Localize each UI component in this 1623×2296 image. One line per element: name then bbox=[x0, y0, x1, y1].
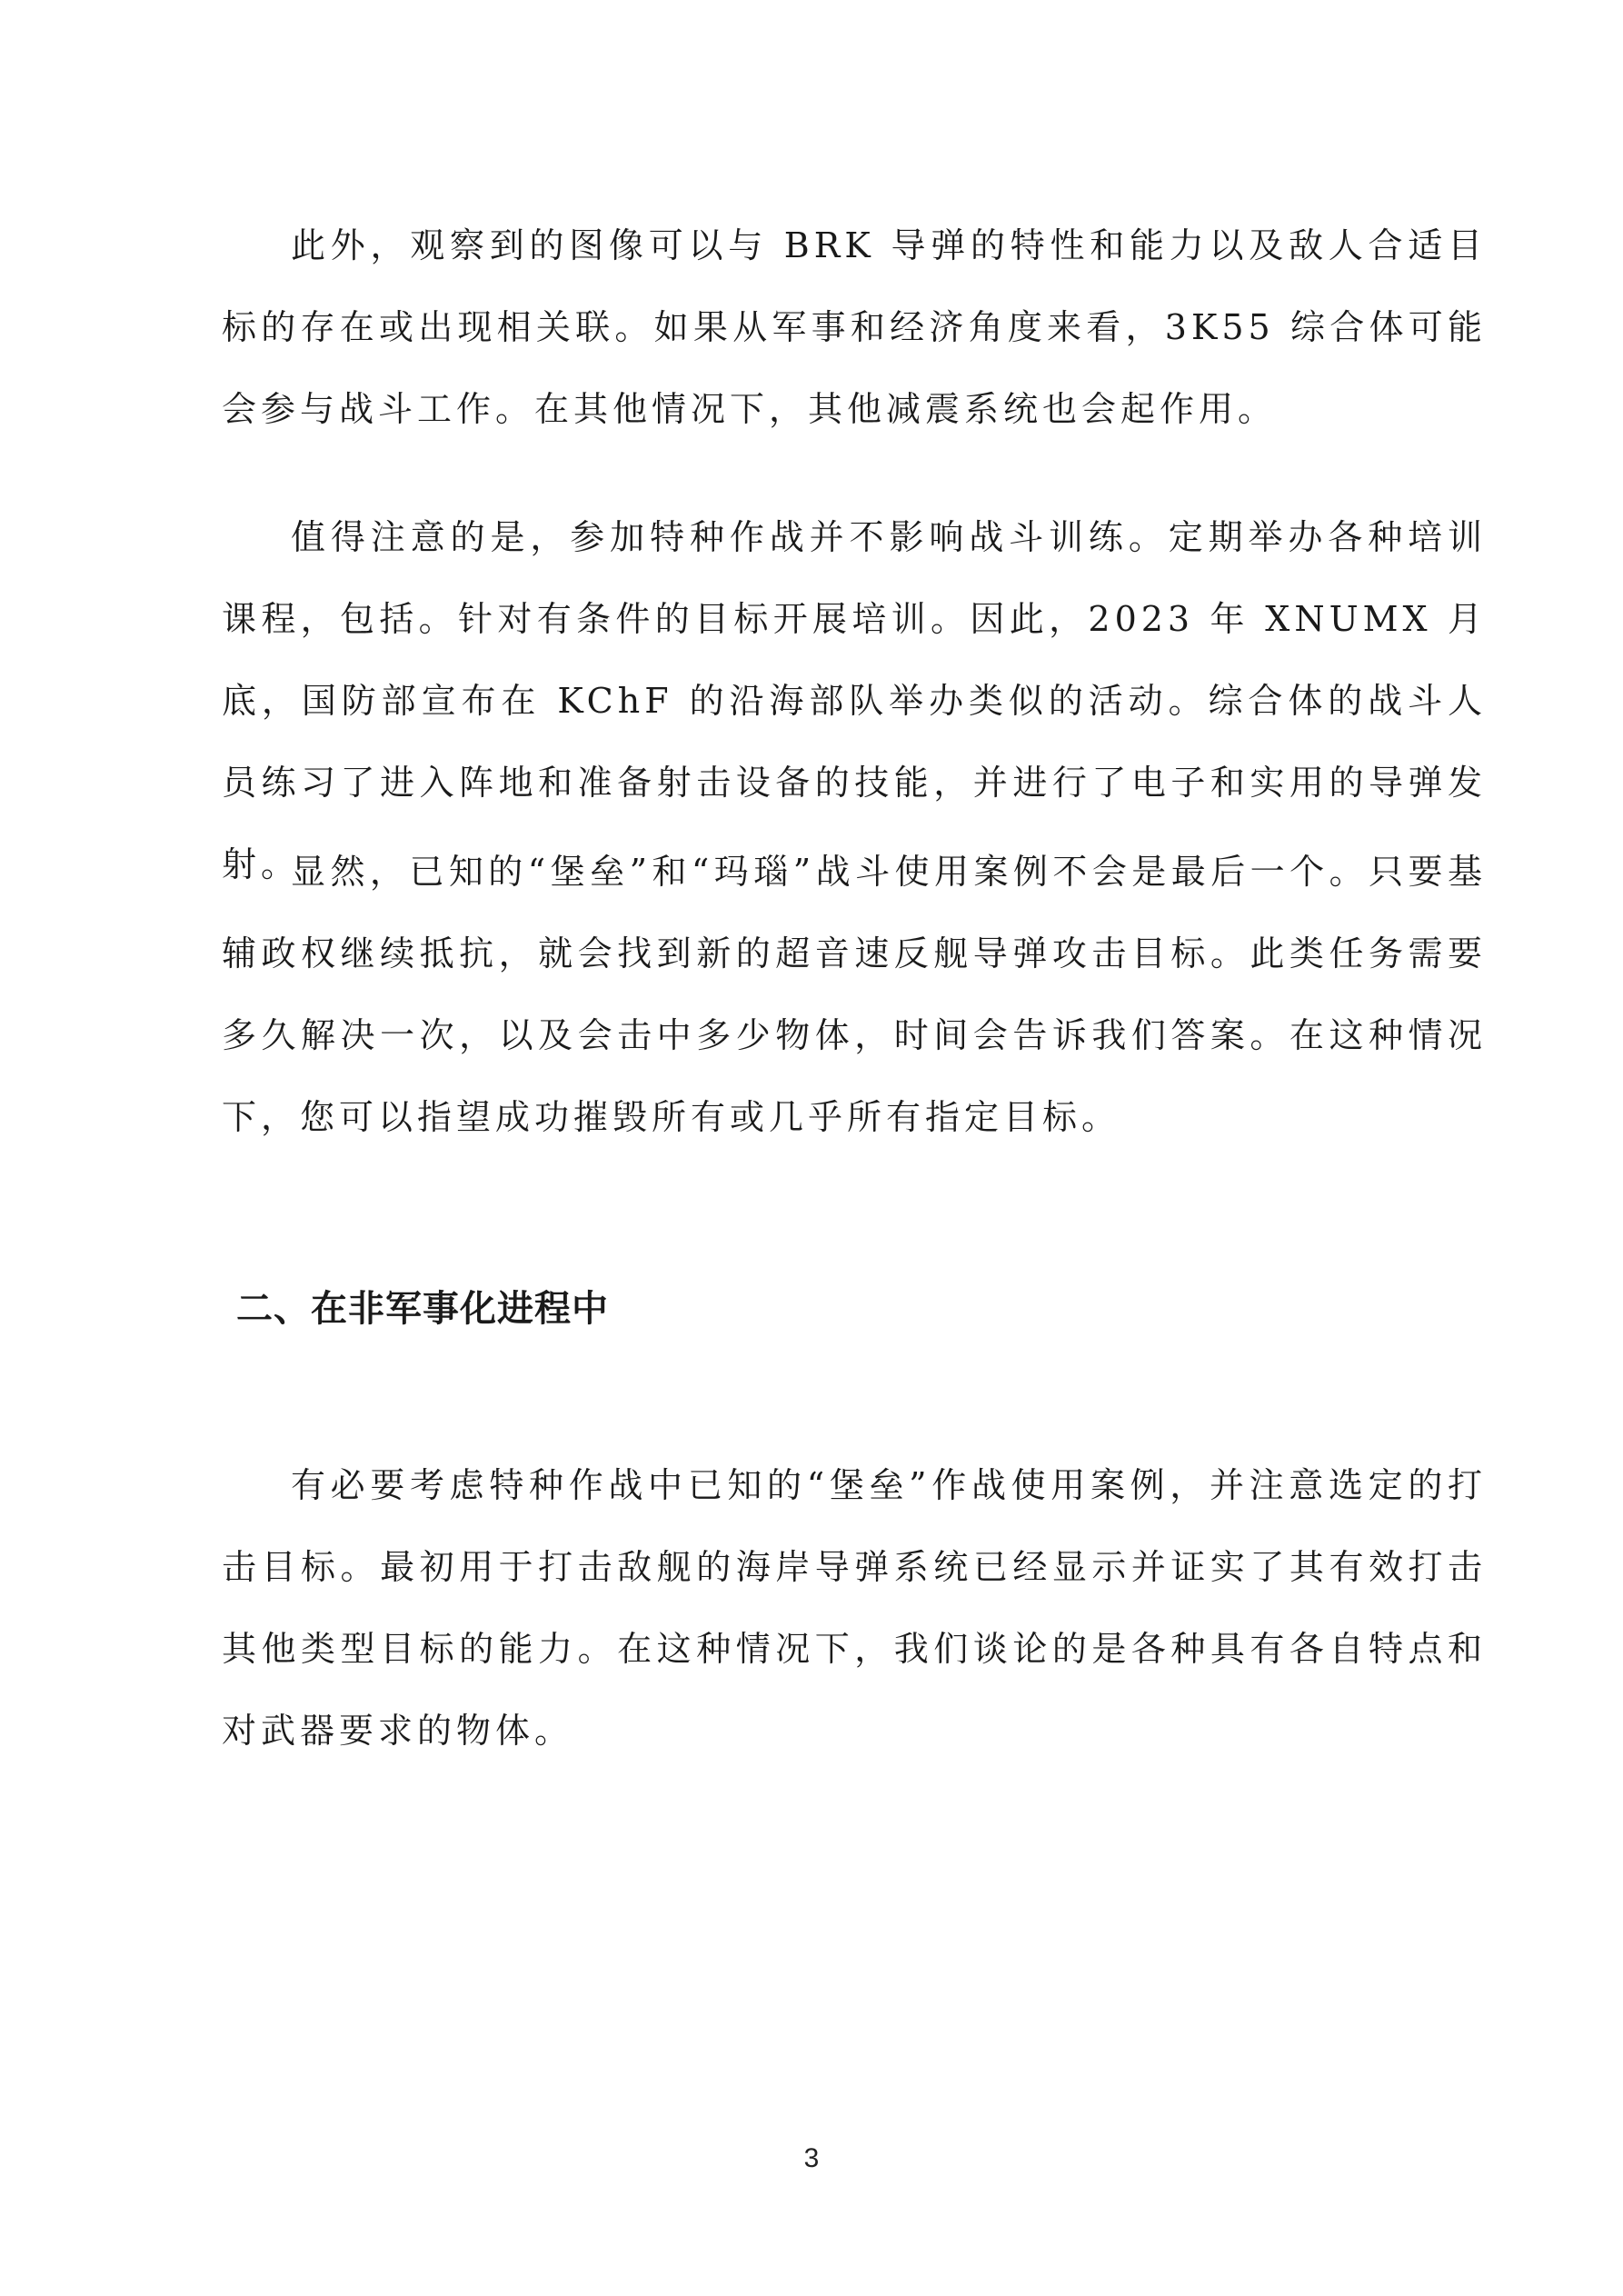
section-heading: 二、在非军事化进程中 bbox=[236, 1288, 609, 1330]
page-number: 3 bbox=[803, 2143, 820, 2173]
section-paragraph: 有必要考虑特种作战中已知的“堡垒”作战使用案例，并注意选定的打击目标。最初用于打击敌舰的海岸导弹系统已经显示并证实了其有效打击其他类型目标的能力。在这种情况下，我们谈论的是各种具有各自特点和对武器要求的物体。 bbox=[222, 1465, 1487, 1751]
body-paragraph: 值得注意的是，参加特种作战并不影响战斗训练。定期举办各种培训课程，包括。针对有条件的目标开展培训。因此，2023 年 XNUMX 月底，国防部宣布在 KChF 的沿海部队举办类似的活动。综合体的战斗人员练习了进入阵地和准备射击设备的技能，并进行了电子和实用的导弹发射。 bbox=[222, 517, 1487, 884]
body-paragraph: 显然，已知的“堡垒”和“玛瑙”战斗使用案例不会是最后一个。只要基辅政权继续抵抗，就会找到新的超音速反舰导弹攻击目标。此类任务需要多久解决一次，以及会击中多少物体，时间会告诉我们答案。在这种情况下，您可以指望成功摧毁所有或几乎所有指定目标。 bbox=[222, 852, 1487, 1137]
body-paragraph: 此外，观察到的图像可以与 BRK 导弹的特性和能力以及敌人合适目标的存在或出现相关联。如果从军事和经济角度来看，3K55 综合体可能会参与战斗工作。在其他情况下，其他减震系统也会起作用。 bbox=[222, 225, 1487, 429]
